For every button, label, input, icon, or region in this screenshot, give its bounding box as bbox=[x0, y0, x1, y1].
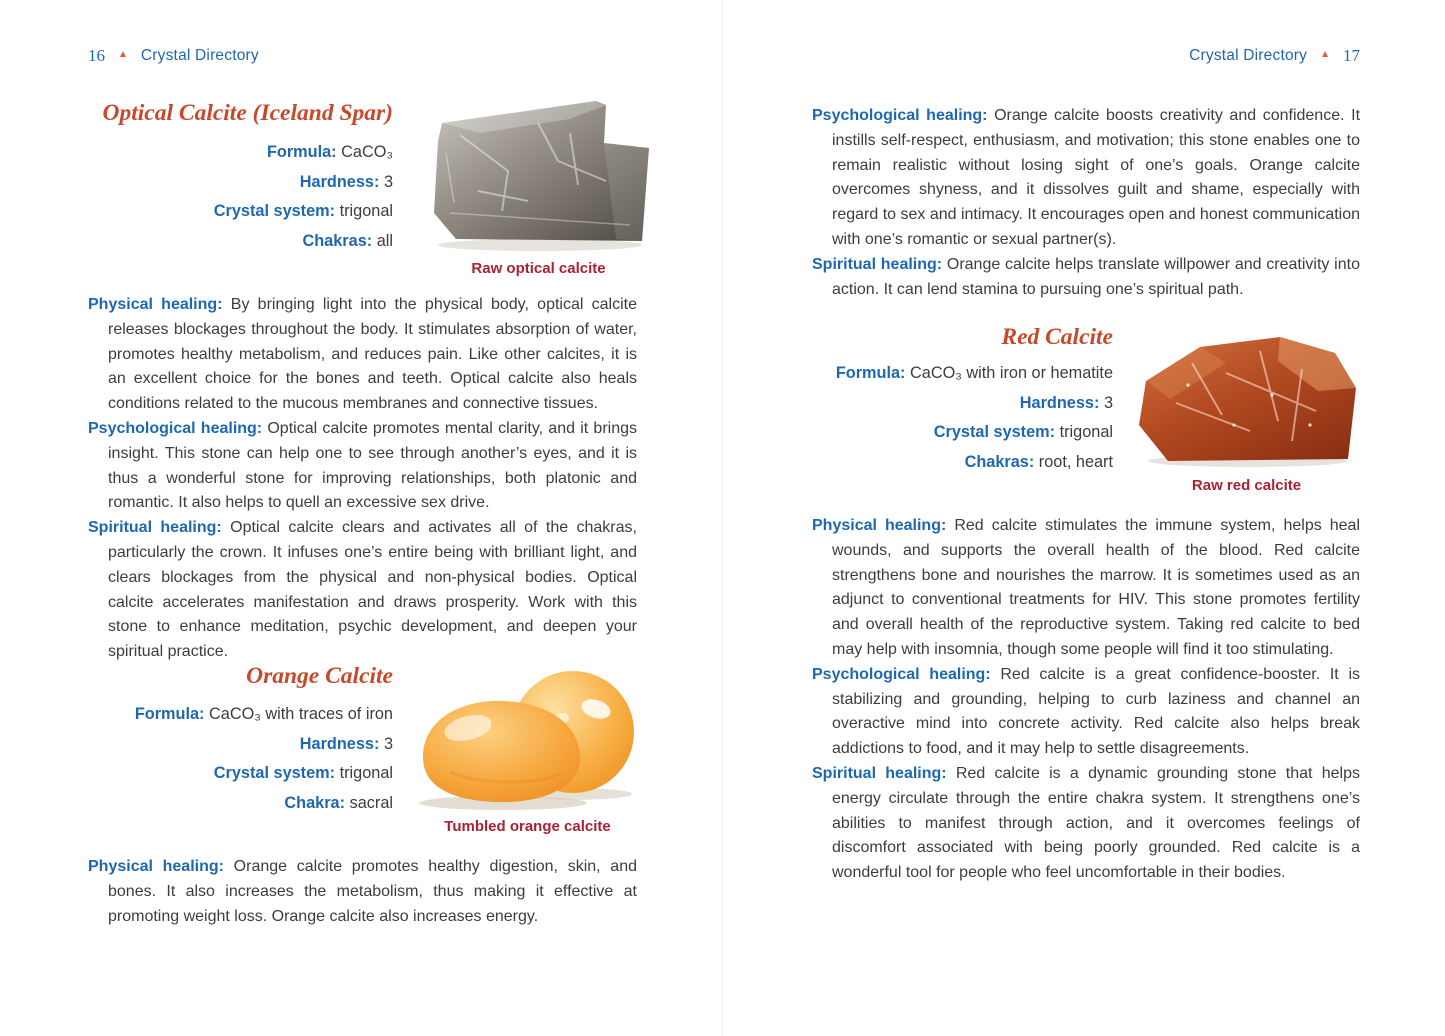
paragraph-label: Spiritual healing: bbox=[812, 255, 943, 273]
spec-value: 3 bbox=[383, 734, 393, 753]
orange-calcite-continued-paragraphs bbox=[812, 104, 1360, 302]
paragraph-spiritual-healing bbox=[812, 762, 1360, 886]
spec-row bbox=[88, 789, 393, 819]
red-calcite-photo bbox=[1130, 333, 1363, 494]
paragraph-physical-healing bbox=[88, 855, 637, 929]
photo-caption: Tumbled orange calcite bbox=[444, 818, 611, 835]
spec-label: Chakra: bbox=[284, 793, 346, 812]
spec-value: sacral bbox=[349, 793, 393, 812]
spec-value: CaCO₃ with traces of iron bbox=[209, 705, 393, 723]
spec-row bbox=[88, 168, 393, 198]
spec-label: Hardness: bbox=[1019, 393, 1100, 412]
spec-value: trigonal bbox=[339, 202, 393, 221]
spec-value: trigonal bbox=[1059, 423, 1113, 442]
spec-row bbox=[88, 730, 393, 760]
page-number: 16 bbox=[88, 46, 105, 65]
paragraph-spiritual-healing bbox=[812, 253, 1360, 303]
spec-row bbox=[812, 418, 1113, 448]
photo-caption: Raw red calcite bbox=[1191, 477, 1302, 494]
right-page-header bbox=[1189, 46, 1360, 66]
running-title: Crystal Directory bbox=[1189, 47, 1308, 64]
paragraph-spiritual-healing bbox=[88, 516, 637, 665]
spec-label: Formula: bbox=[835, 364, 906, 382]
spec-value: CaCO₃ bbox=[341, 143, 393, 161]
paragraph-text: By bringing light into the physical body, optical calcite releases blockages throughout the body. It stimulates absorption of water, promotes healthy metabolism, and reduces pain. Like other calcites, it is an excellent choice for the bones and teeth. Optical calcite also heals conditions related to the mucous membranes and connective tissues. bbox=[108, 296, 638, 413]
left-page-header bbox=[88, 46, 259, 66]
paragraph-text: Orange calcite promotes healthy digestion, skin, and bones. It also increases the metabolism, thus making it effective at promoting weight loss. Orange calcite also increases energy. bbox=[108, 858, 637, 925]
paragraph-label: Psychological healing: bbox=[88, 419, 263, 437]
paragraph-label: Spiritual healing: bbox=[812, 764, 947, 782]
spec-label: Hardness: bbox=[299, 734, 380, 753]
paragraph-label: Physical healing: bbox=[88, 858, 224, 875]
entry-title-red-calcite: Red Calcite bbox=[1001, 324, 1113, 350]
paragraph-text: Red calcite is a great confidence-booster. It is stabilizing and grounding, helping to curb laziness and channel an overactive mind into concrete activity. Red calcite also helps break addictions to food, and it may help to settle disagreements. bbox=[832, 665, 1361, 758]
spec-value: 3 bbox=[383, 172, 393, 191]
spec-row bbox=[88, 227, 393, 257]
spec-label: Formula: bbox=[134, 705, 205, 723]
orange-calcite-paragraphs bbox=[88, 855, 637, 929]
spec-label: Crystal system: bbox=[213, 202, 336, 221]
paragraph-physical-healing bbox=[812, 514, 1360, 663]
paragraph-text: Red calcite stimulates the immune system, helps heal wounds, and supports the overall health of the blood. Red calcite strengthens bone and nourishes the marrow. It is sometimes used as an adjunct to conventional treatments for HIV. This stone promotes fertility and overall health of the reproductive system. Taking red calcite to bed may help with insomnia, though some people will find it too stimulating. bbox=[832, 517, 1360, 658]
paragraph-label: Psychological healing: bbox=[812, 107, 988, 124]
spec-value: CaCO₃ with iron or hematite bbox=[910, 364, 1113, 382]
spec-list-optical bbox=[88, 138, 393, 256]
paragraph-label: Physical healing: bbox=[88, 296, 223, 313]
paragraph-psychological-healing bbox=[88, 417, 637, 516]
paragraph-label: Spiritual healing: bbox=[88, 519, 222, 537]
paragraph-text: Orange calcite helps translate willpower and creativity into action. It can lend stamina to pursuing one’s spiritual path. bbox=[832, 255, 1360, 298]
paragraph-psychological-healing bbox=[812, 104, 1360, 253]
page-number: 17 bbox=[1343, 46, 1360, 65]
spec-row bbox=[812, 448, 1113, 478]
spec-row bbox=[812, 359, 1113, 389]
spec-value: root, heart bbox=[1038, 452, 1113, 471]
spec-label: Hardness: bbox=[299, 172, 380, 191]
spec-row bbox=[88, 700, 393, 730]
paragraph-psychological-healing bbox=[812, 663, 1360, 762]
spec-list-orange bbox=[88, 700, 393, 818]
spec-value: all bbox=[376, 231, 393, 250]
spec-row bbox=[88, 197, 393, 227]
running-title: Crystal Directory bbox=[140, 47, 259, 64]
triangle-ornament-icon: ▲ bbox=[1320, 49, 1330, 60]
spec-value: 3 bbox=[1103, 393, 1113, 412]
photo-caption: Raw optical calcite bbox=[471, 260, 606, 277]
paragraph-text: Optical calcite promotes mental clarity, and it brings insight. This stone can help one to see through another’s eyes, and it is thus a wonderful stone for improving relationships, both platonic and romantic. It also helps to quell an excessive sex drive. bbox=[108, 419, 638, 512]
optical-calcite-photo bbox=[420, 93, 657, 277]
entry-title-orange-calcite: Orange Calcite bbox=[246, 663, 393, 689]
red-calcite-paragraphs bbox=[812, 514, 1360, 886]
paragraph-label: Physical healing: bbox=[812, 517, 947, 534]
spec-label: Formula: bbox=[266, 143, 337, 161]
spec-label: Crystal system: bbox=[933, 423, 1056, 442]
spec-row bbox=[88, 138, 393, 168]
page-gutter-divider bbox=[722, 0, 723, 1036]
orange-calcite-image bbox=[410, 662, 645, 812]
spec-label: Crystal system: bbox=[213, 764, 336, 783]
red-calcite-image bbox=[1130, 333, 1363, 468]
paragraph-label: Psychological healing: bbox=[812, 665, 991, 683]
optical-calcite-paragraphs bbox=[88, 293, 637, 665]
paragraph-text: Orange calcite boosts creativity and confidence. It instills self-respect, enthusiasm, and motivation; this stone enables one to remain realistic without losing sight of one’s goals. Orange calcite overcomes shyness, and it dissolves guilt and shame, especially with regard to sex and intimacy. It encourages open and honest communication with one’s romantic or sexual partner(s). bbox=[832, 107, 1361, 248]
orange-calcite-photo bbox=[410, 662, 645, 835]
spec-list-red bbox=[812, 359, 1113, 477]
paragraph-text: Optical calcite clears and activates all of the chakras, particularly the crown. It infuses one’s entire being with brilliant light, and clears blockages from the physical and non-physical bodies. Optical calcite accelerates manifestation and draws prosperity. Work with this stone to enhance meditation, psychic development, and deepen your spiritual practice. bbox=[108, 519, 637, 661]
spec-row bbox=[812, 389, 1113, 419]
spec-row bbox=[88, 759, 393, 789]
spec-label: Chakras: bbox=[964, 452, 1035, 471]
paragraph-physical-healing bbox=[88, 293, 637, 417]
optical-calcite-image bbox=[420, 93, 657, 253]
spec-label: Chakras: bbox=[302, 231, 373, 250]
spec-value: trigonal bbox=[339, 764, 393, 783]
triangle-ornament-icon: ▲ bbox=[118, 49, 128, 60]
paragraph-text: Red calcite is a dynamic grounding stone that helps energy circulate through the entire chakra system. It strengthens one’s abilities to manifest through action, and it overcomes feelings of discomfort associated with being poorly grounded. Red calcite is a wonderful tool for people who feel uncomfortable in their bodies. bbox=[832, 764, 1360, 882]
entry-title-optical-calcite: Optical Calcite (Iceland Spar) bbox=[102, 100, 393, 126]
